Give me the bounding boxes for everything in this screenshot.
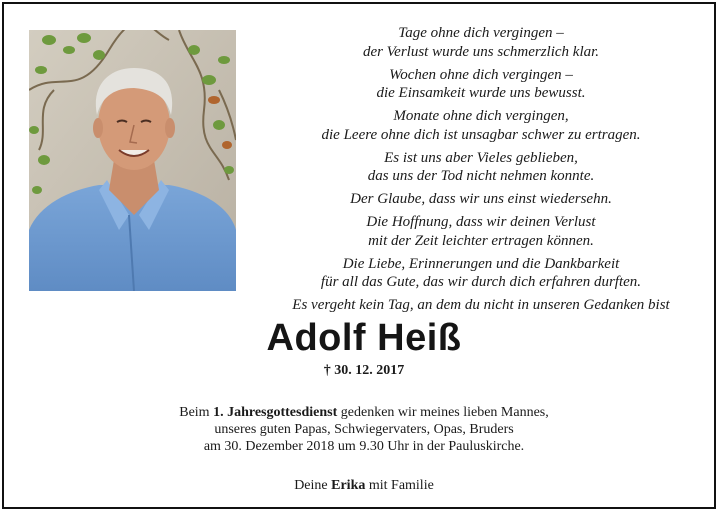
announcement-line-1: Beim 1. Jahresgottesdienst gedenken wir meines lieben Mannes, [179, 405, 549, 420]
announcement-line-3: am 30. Dezember 2018 um 9.30 Uhr in der Pauluskirche. [203, 439, 525, 454]
poem-line: Es ist uns aber Vieles geblieben, [384, 149, 578, 166]
poem-line: Es vergeht kein Tag, an dem du nicht in unseren Gedanken bist [292, 297, 670, 313]
poem-line: das uns der Tod nicht nehmen konnte. [367, 168, 595, 184]
memorial-poem [266, 24, 696, 319]
poem-stanza [266, 296, 696, 315]
poem-line: Wochen ohne dich vergingen – [389, 66, 573, 83]
portrait-photo [29, 30, 236, 291]
service-name: 1. Jahresgottesdienst [213, 405, 338, 420]
poem-stanza [266, 66, 696, 103]
poem-stanza [266, 24, 696, 61]
poem-line: die Leere ohne dich ist unsagbar schwer zu ertragen. [321, 126, 641, 143]
memorial-announcement [114, 404, 614, 455]
poem-line: der Verlust wurde uns schmerzlich klar. [362, 43, 600, 60]
poem-line: die Einsamkeit wurde uns bewusst. [376, 85, 586, 101]
announcement-line-2: unseres guten Papas, Schwiegervaters, Opas, Bruders [214, 422, 514, 437]
poem-line: Monate ohne dich vergingen, [393, 108, 569, 124]
poem-stanza [266, 190, 696, 209]
poem-line: Tage ohne dich vergingen – [398, 25, 564, 41]
portrait-illustration [29, 30, 236, 291]
poem-stanza [266, 149, 696, 186]
poem-line: mit der Zeit leichter ertragen können. [368, 232, 594, 249]
death-date: † 30. 12. 2017 [323, 363, 405, 378]
obituary-frame [2, 2, 716, 509]
signoff-name: Erika [331, 478, 366, 493]
poem-stanza [266, 107, 696, 144]
signoff: Deine Erika mit Familie [294, 478, 434, 493]
poem-stanza [266, 213, 696, 250]
poem-line: Die Liebe, Erinnerungen und die Dankbarkeit [342, 255, 620, 272]
poem-line: Der Glaube, dass wir uns einst wiedersehn. [350, 191, 612, 207]
deceased-name: Adolf Heiß [266, 317, 462, 359]
poem-stanza [266, 255, 696, 292]
poem-line: Die Hoffnung, dass wir deinen Verlust [366, 214, 596, 230]
poem-line: für all das Gute, das wir durch dich erfahren durften. [320, 274, 642, 290]
